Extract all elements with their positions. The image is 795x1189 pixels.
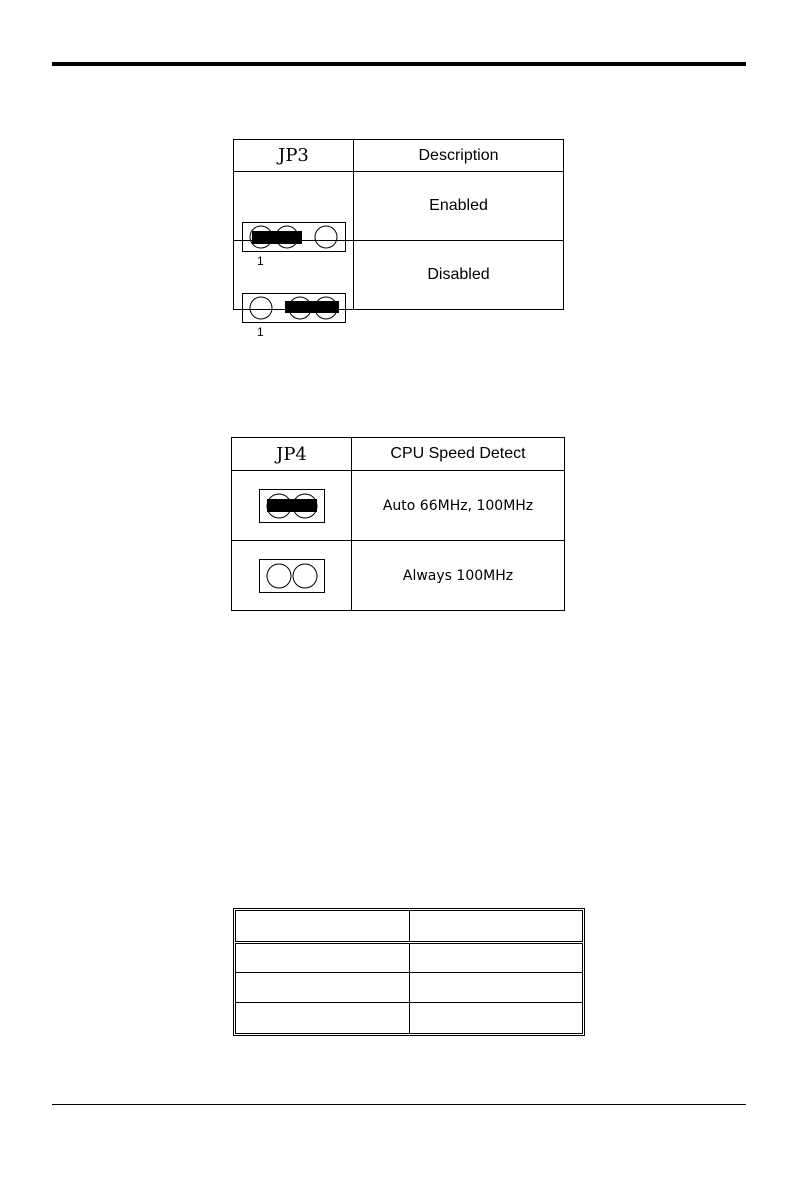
table-row: [232, 541, 565, 611]
jumper-cell: [234, 172, 354, 268]
table-row: [234, 172, 564, 241]
table-row: [232, 471, 565, 541]
table-header-row: [236, 911, 583, 943]
table-row: [236, 1003, 583, 1034]
table-cell: [409, 1003, 583, 1034]
jumper-2pin-closed-icon: [259, 489, 325, 523]
jp3-header-desc: Description: [354, 140, 564, 172]
jp4-desc-auto: Auto 66MHz, 100MHz: [352, 471, 565, 541]
table-cell: [409, 972, 583, 1002]
jp3-table: [233, 139, 564, 339]
header-rule: [52, 62, 746, 66]
table-row: [236, 972, 583, 1002]
jp3-header-id: JP3: [234, 140, 354, 172]
jp4-table: [231, 437, 565, 611]
footer-rule: [52, 1104, 746, 1105]
jp3-desc-disabled: Disabled: [354, 241, 564, 310]
table-cell: [236, 911, 410, 943]
jumper-cell: [232, 541, 352, 611]
jp4-header-id: JP4: [232, 438, 352, 471]
empty-table: [233, 908, 585, 1036]
table-cell: [236, 972, 410, 1002]
table-cell: [236, 942, 410, 972]
table-cell: [409, 942, 583, 972]
table-row: [236, 942, 583, 972]
jp4-desc-always: Always 100MHz: [352, 541, 565, 611]
pin1-label: 1: [257, 254, 264, 268]
table-cell: [409, 911, 583, 943]
jumper-2pin-open-icon: [259, 559, 325, 593]
jp4-header-desc: CPU Speed Detect: [352, 438, 565, 471]
jumper-3pin-2-3-icon: [242, 293, 346, 323]
pin1-label: 1: [257, 325, 264, 339]
jumper-cell: [232, 471, 352, 541]
table-cell: [236, 1003, 410, 1034]
jp3-desc-enabled: Enabled: [354, 172, 564, 241]
jumper-3pin-1-2-icon: [242, 222, 346, 252]
